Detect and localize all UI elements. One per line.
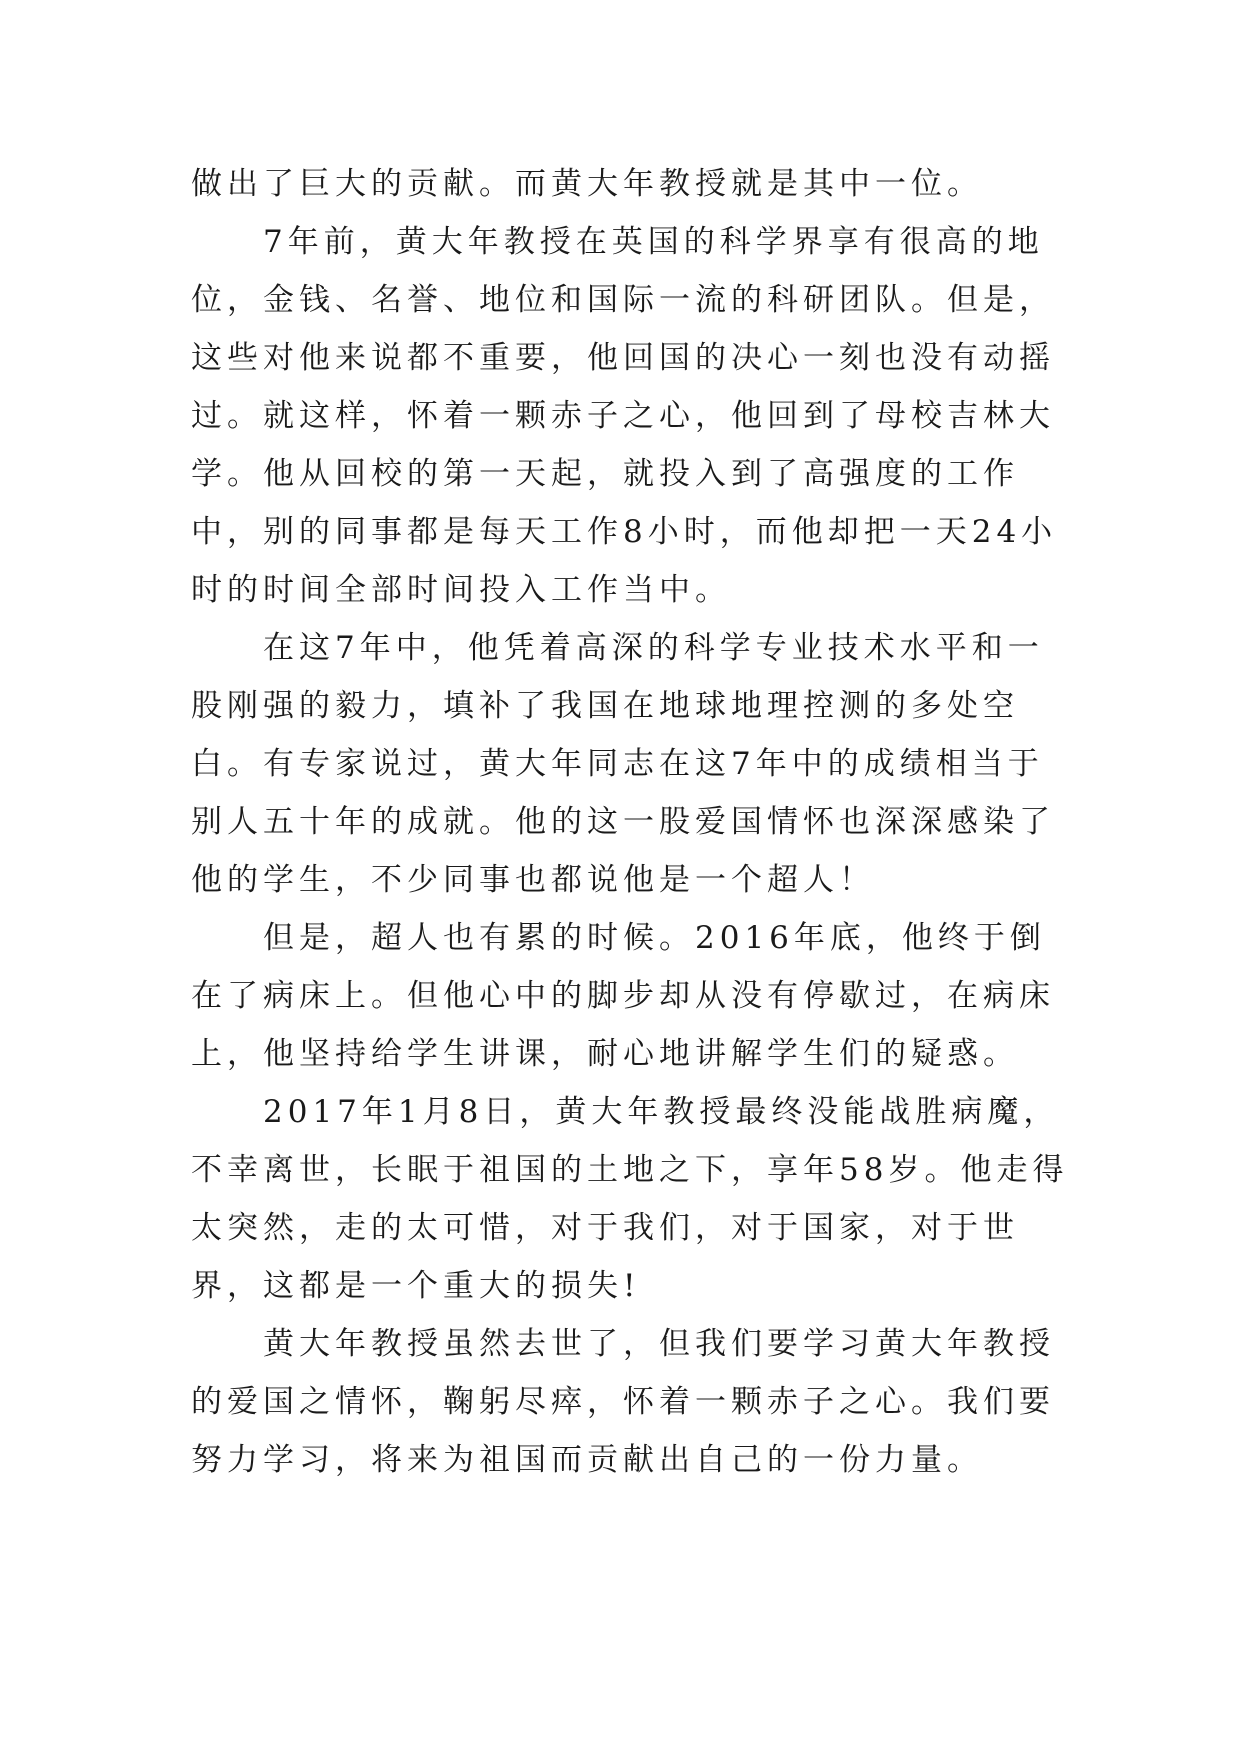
paragraph-6: 黄大年教授虽然去世了，但我们要学习黄大年教授的爱国之情怀，鞠躬尽瘁，怀着一颗赤子之心。我们要努力学习，将来为祖国而贡献出自己的一份力量。 [191,1326,1055,1478]
paragraph-2: 7年前，黄大年教授在英国的科学界享有很高的地位，金钱、名誉、地位和国际一流的科研团队。但是，这些对他来说都不重要，他回国的决心一刻也没有动摇过。就这样，怀着一颗赤子之心，他回到了母校吉林大学。他从回校的第一天起，就投入到了高强度的工作中，别的同事都是每天工作8小时，而他却把一天24小时的时间全部时间投入工作当中。 [191,224,1058,608]
paragraph-5: 2017年1月8日，黄大年教授最终没能战胜病魔，不幸离世，长眠于祖国的土地之下，享年58岁。他走得太突然，走的太可惜，对于我们，对于国家，对于世界，这都是一个重大的损失! [191,1094,1069,1304]
paragraph-3: 在这7年中，他凭着高深的科学专业技术水平和一股刚强的毅力，填补了我国在地球地理控测的多处空白。有专家说过，黄大年同志在这7年中的成绩相当于别人五十年的成就。他的这一股爱国情怀也深深感染了他的学生，不少同事也都说他是一个超人！ [191,630,1055,898]
paragraph-4: 但是，超人也有累的时候。2016年底，他终于倒在了病床上。但他心中的脚步却从没有停歇过，在病床上，他坚持给学生讲课，耐心地讲解学生们的疑惑。 [191,920,1055,1072]
document-body [191,155,1071,1489]
paragraph-1: 做出了巨大的贡献。而黄大年教授就是其中一位。 [191,166,983,202]
